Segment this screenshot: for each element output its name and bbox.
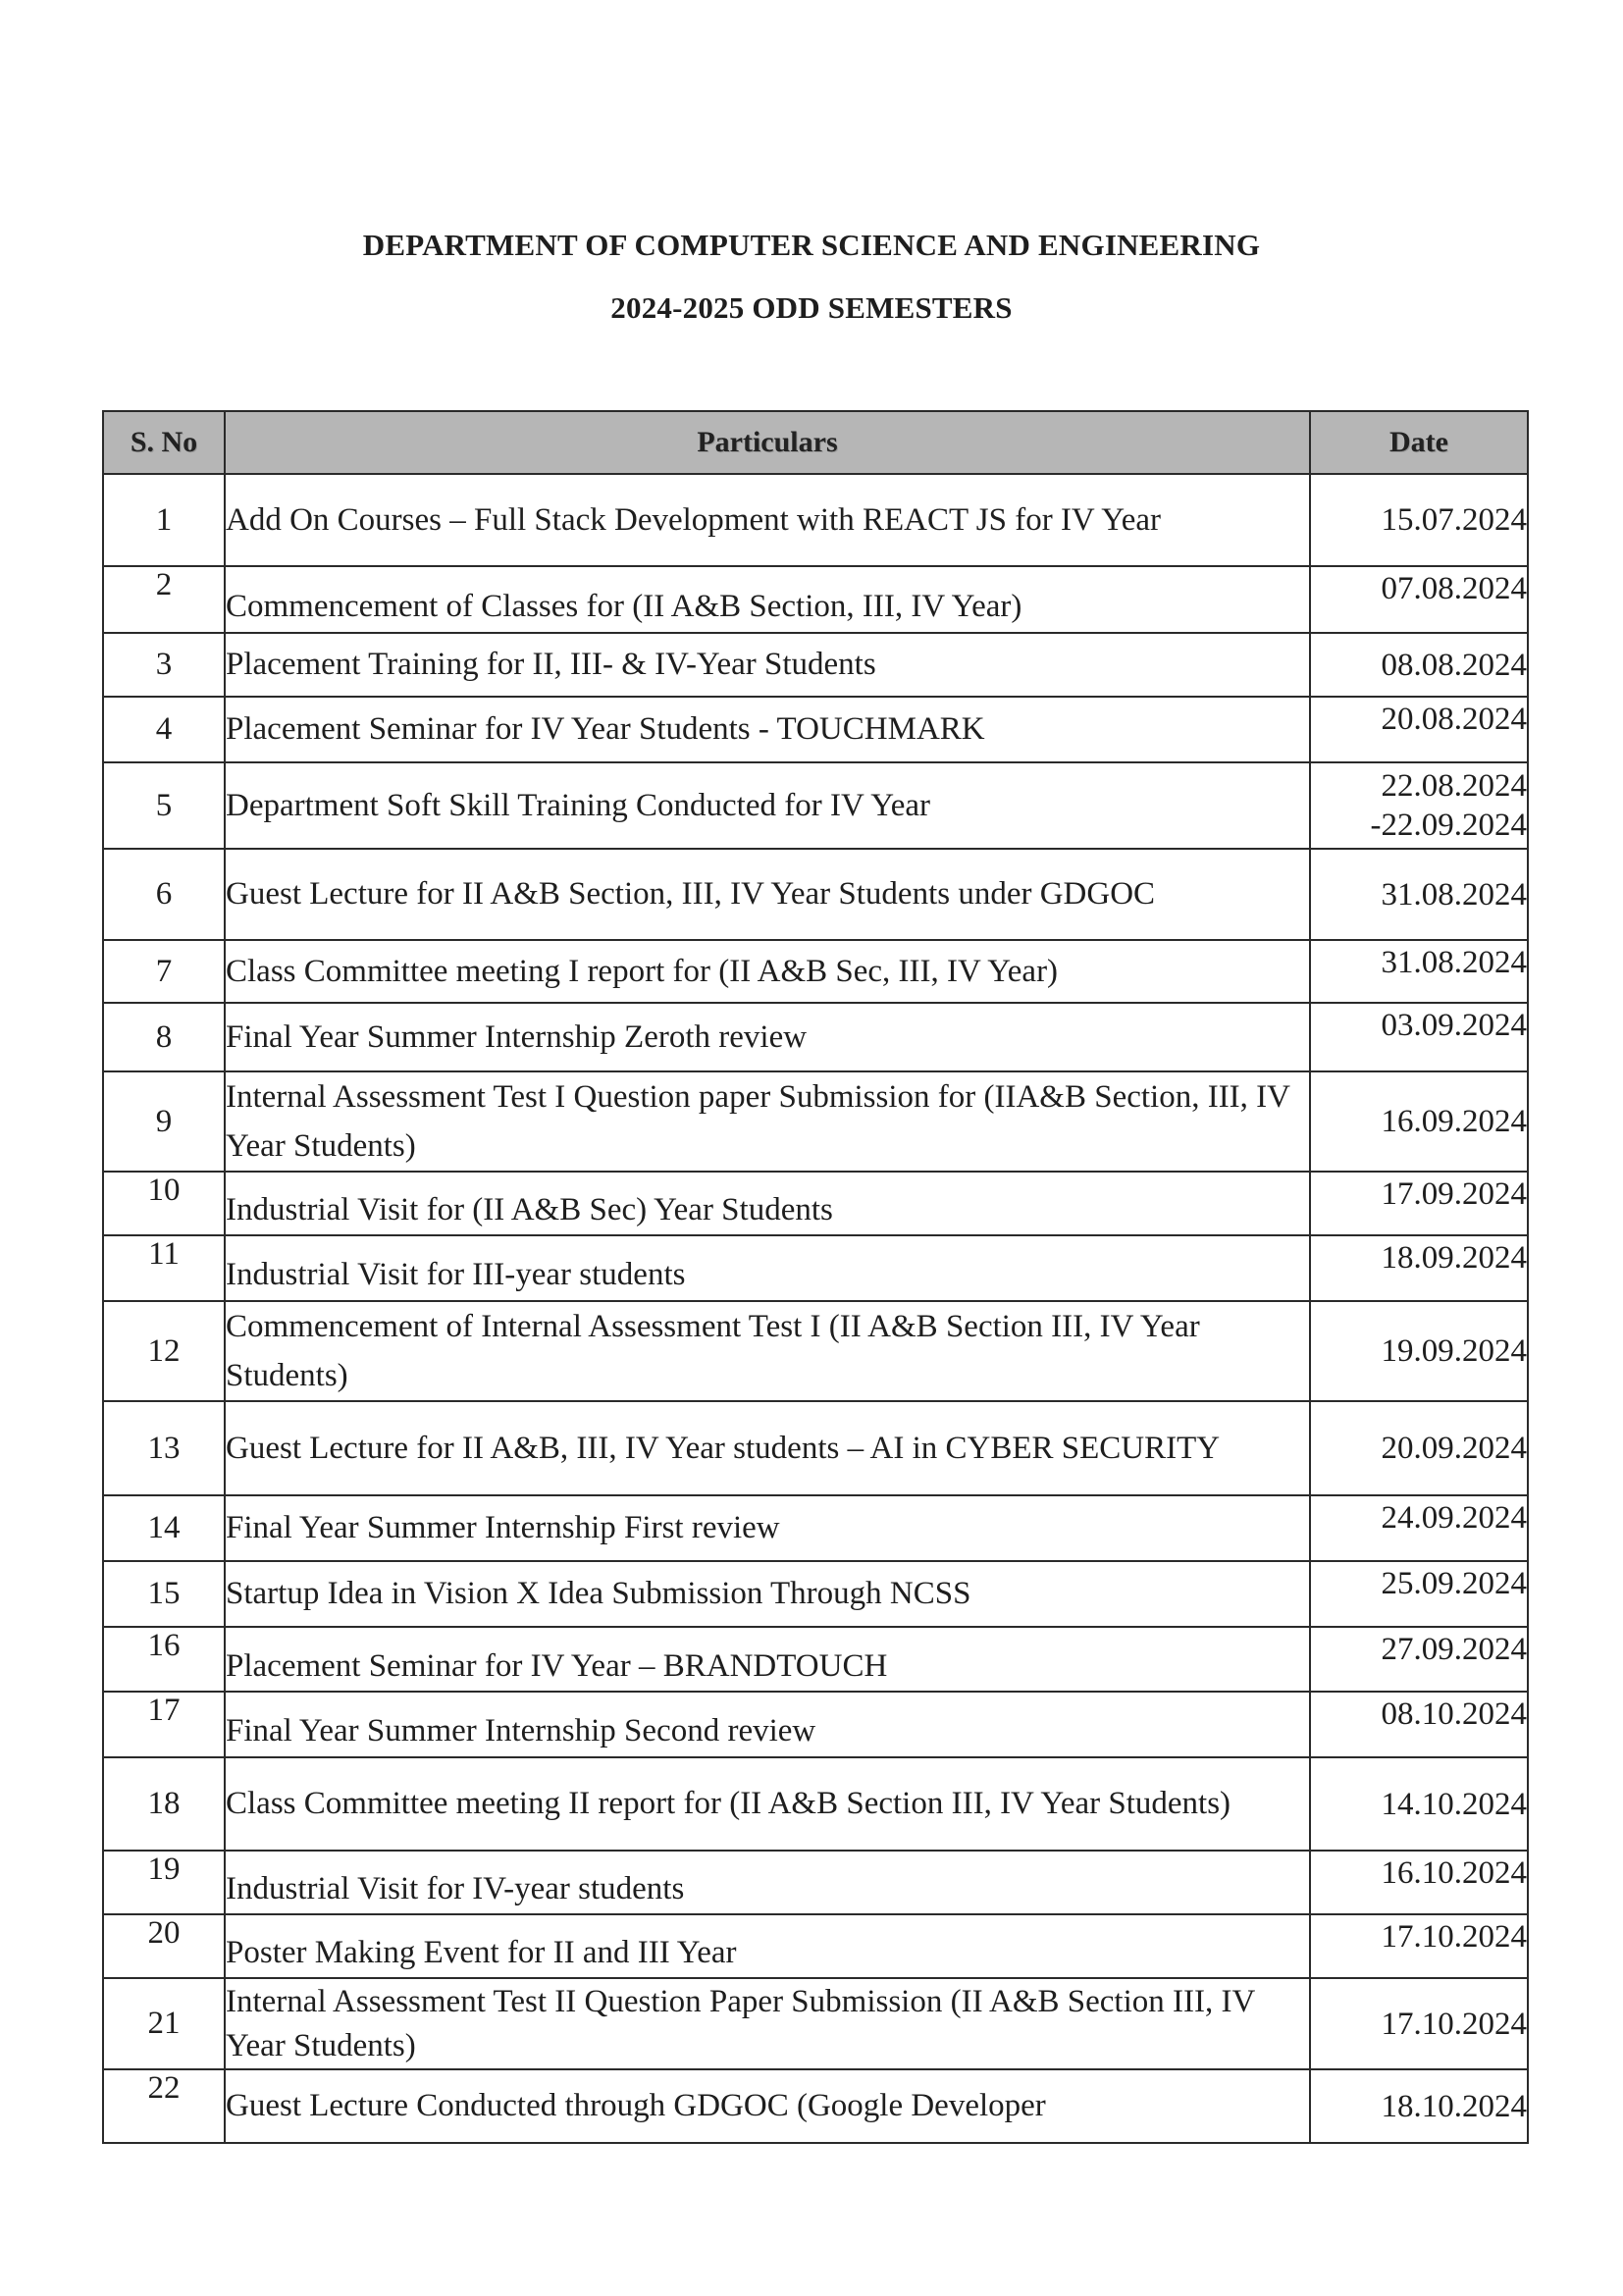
row-sno: 20	[103, 1914, 225, 1978]
row-particulars: Final Year Summer Internship Second review	[225, 1692, 1310, 1757]
row-date: 31.08.2024	[1310, 849, 1528, 940]
row-date: 15.07.2024	[1310, 474, 1528, 566]
department-title: DEPARTMENT OF COMPUTER SCIENCE AND ENGINEERING	[362, 228, 1261, 262]
row-date: 18.10.2024	[1310, 2069, 1528, 2143]
table-row	[103, 762, 1528, 849]
column-header-sno: S. No	[103, 411, 225, 474]
row-date: 27.09.2024	[1310, 1627, 1528, 1692]
table-row	[103, 1851, 1528, 1914]
row-sno: 6	[103, 849, 225, 940]
row-particulars: Placement Seminar for IV Year – BRANDTOUCH	[225, 1627, 1310, 1692]
row-date: 17.10.2024	[1310, 1978, 1528, 2069]
table-row	[103, 1914, 1528, 1978]
row-sno: 2	[103, 566, 225, 633]
table-header-row	[103, 411, 1528, 474]
row-sno: 4	[103, 697, 225, 762]
row-date: 16.09.2024	[1310, 1071, 1528, 1172]
row-particulars: Department Soft Skill Training Conducted for IV Year	[225, 762, 1310, 849]
table-row	[103, 697, 1528, 762]
row-date: 20.09.2024	[1310, 1401, 1528, 1495]
row-sno: 9	[103, 1071, 225, 1172]
row-date: 08.10.2024	[1310, 1692, 1528, 1757]
table-row	[103, 566, 1528, 633]
row-sno: 12	[103, 1301, 225, 1401]
row-particulars: Placement Training for II, III- & IV-Year Students	[225, 633, 1310, 697]
row-date: 24.09.2024	[1310, 1495, 1528, 1561]
row-date: 18.09.2024	[1310, 1235, 1528, 1301]
row-date: 17.10.2024	[1310, 1914, 1528, 1978]
semester-subtitle: 2024-2025 ODD SEMESTERS	[610, 290, 1013, 325]
table-row	[103, 849, 1528, 940]
row-particulars: Final Year Summer Internship Zeroth review	[225, 1003, 1310, 1071]
row-particulars: Commencement of Classes for (II A&B Section, III, IV Year)	[225, 566, 1310, 633]
row-sno: 14	[103, 1495, 225, 1561]
row-particulars: Placement Seminar for IV Year Students - TOUCHMARK	[225, 697, 1310, 762]
row-particulars: Guest Lecture for II A&B Section, III, IV Year Students under GDGOC	[225, 849, 1310, 940]
row-particulars: Industrial Visit for IV-year students	[225, 1851, 1310, 1914]
table-row	[103, 1757, 1528, 1851]
row-sno: 13	[103, 1401, 225, 1495]
table-row	[103, 2069, 1528, 2143]
table-row	[103, 474, 1528, 566]
column-header-date: Date	[1310, 411, 1528, 474]
row-particulars: Industrial Visit for III-year students	[225, 1235, 1310, 1301]
row-particulars: Add On Courses – Full Stack Development with REACT JS for IV Year	[225, 474, 1310, 566]
column-header-particulars: Particulars	[225, 411, 1310, 474]
row-particulars: Industrial Visit for (II A&B Sec) Year Students	[225, 1172, 1310, 1235]
row-particulars: Guest Lecture Conducted through GDGOC (Google Developer	[225, 2069, 1310, 2143]
row-date: 17.09.2024	[1310, 1172, 1528, 1235]
row-date: 20.08.2024	[1310, 697, 1528, 762]
row-date: 19.09.2024	[1310, 1301, 1528, 1401]
table-row	[103, 1172, 1528, 1235]
table-row	[103, 1235, 1528, 1301]
row-sno: 19	[103, 1851, 225, 1914]
row-sno: 22	[103, 2069, 225, 2143]
row-particulars: Final Year Summer Internship First review	[225, 1495, 1310, 1561]
table-row	[103, 1692, 1528, 1757]
schedule-table	[102, 410, 1529, 2144]
table-row	[103, 1071, 1528, 1172]
table-row	[103, 1301, 1528, 1401]
row-particulars: Poster Making Event for II and III Year	[225, 1914, 1310, 1978]
row-sno: 3	[103, 633, 225, 697]
table-row	[103, 1627, 1528, 1692]
row-date: 25.09.2024	[1310, 1561, 1528, 1627]
table-row	[103, 1495, 1528, 1561]
row-particulars: Class Committee meeting I report for (II A&B Sec, III, IV Year)	[225, 940, 1310, 1003]
row-sno: 8	[103, 1003, 225, 1071]
row-sno: 17	[103, 1692, 225, 1757]
row-sno: 15	[103, 1561, 225, 1627]
row-particulars: Internal Assessment Test II Question Paper Submission (II A&B Section III, IV Year Students)	[225, 1978, 1310, 2069]
row-particulars: Class Committee meeting II report for (II A&B Section III, IV Year Students)	[225, 1757, 1310, 1851]
row-date: 08.08.2024	[1310, 633, 1528, 697]
row-sno: 7	[103, 940, 225, 1003]
row-date: 16.10.2024	[1310, 1851, 1528, 1914]
row-sno: 21	[103, 1978, 225, 2069]
row-particulars: Startup Idea in Vision X Idea Submission Through NCSS	[225, 1561, 1310, 1627]
table-row	[103, 1003, 1528, 1071]
row-date: 31.08.2024	[1310, 940, 1528, 1003]
row-date: 03.09.2024	[1310, 1003, 1528, 1071]
table-row	[103, 940, 1528, 1003]
row-particulars: Guest Lecture for II A&B, III, IV Year students – AI in CYBER SECURITY	[225, 1401, 1310, 1495]
row-sno: 16	[103, 1627, 225, 1692]
row-date: 07.08.2024	[1310, 566, 1528, 633]
row-particulars: Internal Assessment Test I Question paper Submission for (IIA&B Section, III, IV Year Students)	[225, 1071, 1310, 1172]
row-sno: 11	[103, 1235, 225, 1301]
table-row	[103, 1401, 1528, 1495]
table-row	[103, 1978, 1528, 2069]
table-row	[103, 1561, 1528, 1627]
row-sno: 1	[103, 474, 225, 566]
row-sno: 10	[103, 1172, 225, 1235]
row-sno: 18	[103, 1757, 225, 1851]
row-particulars: Commencement of Internal Assessment Test I (II A&B Section III, IV Year Students)	[225, 1301, 1310, 1401]
table-row	[103, 633, 1528, 697]
row-sno: 5	[103, 762, 225, 849]
row-date: 14.10.2024	[1310, 1757, 1528, 1851]
row-date: 22.08.2024 -22.09.2024	[1310, 762, 1528, 849]
